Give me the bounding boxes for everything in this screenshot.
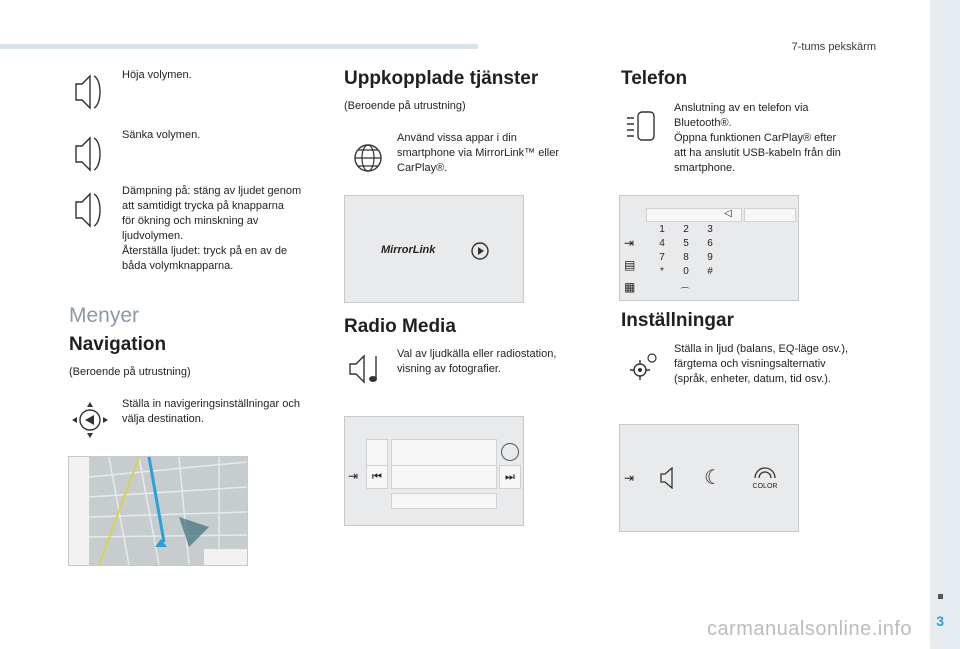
key-7[interactable]: 7 [659,252,665,263]
watermark: carmanualsonline.info [706,618,912,640]
settings-icon [626,350,662,386]
phone-back-icon[interactable]: ⇥ [624,236,635,250]
settings-desc: Ställa in ljud (balans, EQ-läge osv.), färgtema och visningsalternativ (språk, enheter, datum, tid osv.). [674,343,849,385]
phone-contacts-icon[interactable]: ▤ [624,258,636,272]
navigation-title: Navigation [69,334,167,355]
globe-icon [348,138,388,178]
radio-screen [344,416,524,526]
connected-screen [344,195,524,303]
phone-icon [624,106,660,146]
phone-log-icon[interactable]: ▦ [624,280,636,294]
key-8[interactable]: 8 [683,252,689,263]
previous-track-button[interactable]: ⏮ [366,465,388,489]
key-hash[interactable]: # [707,266,713,277]
radio-title: Radio Media [344,316,456,337]
navigation-screen [68,456,248,566]
radio-source-button[interactable] [366,439,388,467]
radio-frequency-bar[interactable] [391,465,497,489]
connected-title: Uppkopplade tjänster [344,68,539,89]
key-5[interactable]: 5 [683,238,689,249]
voicemail-icon[interactable]: ⌒ [680,288,690,299]
audio-settings-icon[interactable] [660,467,676,489]
radio-back-icon[interactable]: ⇥ [348,469,359,483]
volume-up-text: Höja volymen. [122,69,192,81]
connected-note: (Beroende på utrustning) [344,100,466,112]
key-3[interactable]: 3 [707,224,713,235]
header-bar [0,44,478,49]
backspace-icon[interactable]: ◁ [724,208,732,219]
key-1[interactable]: 1 [659,224,665,235]
page-header-title: 7-tums pekskärm [791,41,876,53]
navigation-icon [70,400,110,440]
color-label: COLOR [752,483,778,490]
mute-text: Dämpning på: stäng av ljudet genom att samtidigt trycka på knapparna för ökning och minskning av ljudvolymen. Återställa ljudet: tryck på en av de båda volymknapparna. [122,185,302,272]
key-0[interactable]: 0 [683,266,689,277]
phone-call-field[interactable] [744,208,796,222]
dial-keypad [650,224,722,277]
radio-desc: Val av ljudkälla eller radiostation, visning av fotografier. [397,348,557,375]
radio-list-button[interactable] [391,493,497,509]
settings-title: Inställningar [621,310,734,331]
radio-settings-icon[interactable] [501,443,519,461]
phone-screen [619,195,799,301]
mirrorlink-logo: MirrorLink [381,244,436,256]
volume-down-text: Sänka volymen. [122,129,201,141]
volume-up-icon [72,72,106,112]
color-settings-icon[interactable] [748,465,782,491]
page-number: 3 [936,613,944,629]
key-2[interactable]: 2 [683,224,689,235]
key-4[interactable]: 4 [659,238,665,249]
settings-screen [619,424,799,532]
phone-title: Telefon [621,68,688,89]
carplay-play-icon[interactable] [471,242,489,260]
navigation-note: (Beroende på utrustning) [69,366,191,378]
key-6[interactable]: 6 [707,238,713,249]
mute-icon [72,190,106,230]
theme-moon-icon[interactable]: ☾ [704,467,722,489]
connected-desc: Använd vissa appar i din smartphone via MirrorLink™ eller CarPlay®. [397,132,559,174]
key-star[interactable]: * [660,266,664,277]
side-margin [930,0,960,649]
phone-desc: Anslutning av en telefon via Bluetooth®. Öppna funktionen CarPlay® efter att ha anslutit USB-kabeln från din smartphone. [674,102,841,174]
menus-heading: Menyer [69,304,140,327]
radio-media-icon [348,352,388,388]
settings-back-icon[interactable]: ⇥ [624,471,635,485]
volume-down-icon [72,134,106,174]
next-track-button[interactable]: ⏭ [499,465,521,489]
radio-station-field[interactable] [391,439,497,467]
page-marker [938,594,943,599]
navigation-desc: Ställa in navigeringsinställningar och välja destination. [122,398,300,425]
key-9[interactable]: 9 [707,252,713,263]
